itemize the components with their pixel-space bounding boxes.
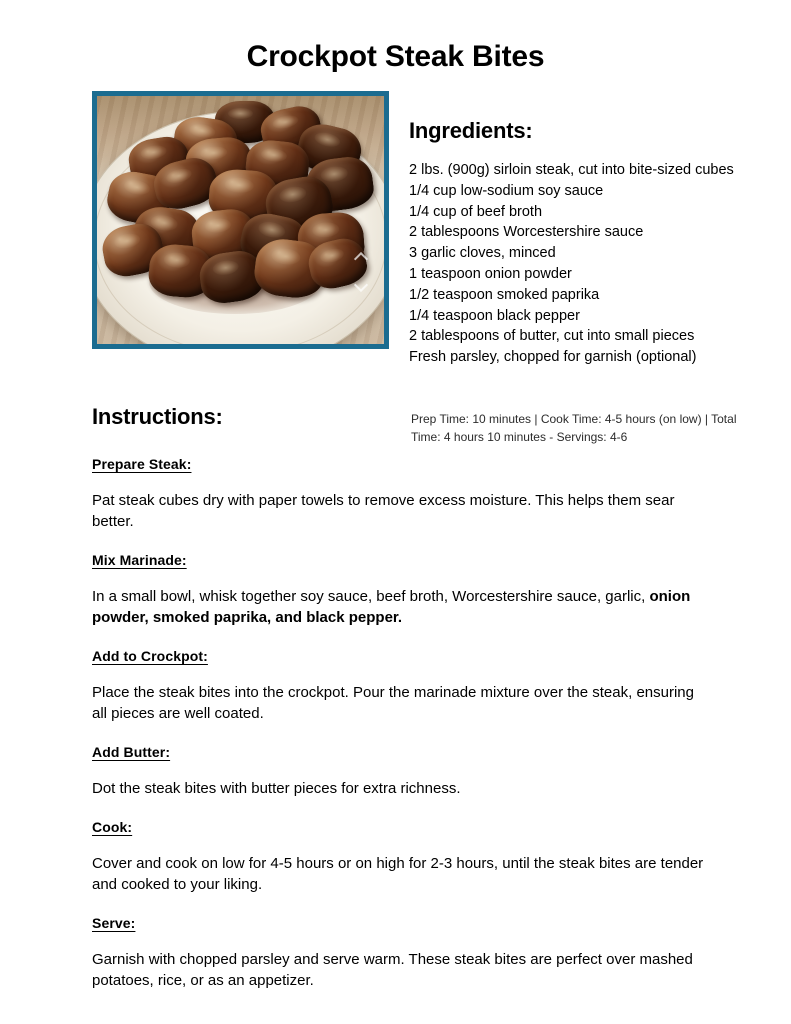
step-title: Mix Marinade: [92, 552, 187, 568]
step-body [92, 586, 704, 628]
list-item: 1/2 teaspoon smoked paprika [409, 286, 600, 303]
step-add-to-crockpot [92, 648, 704, 724]
recipe-photo [92, 91, 389, 349]
list-item: 3 garlic cloves, minced [409, 245, 556, 262]
step-add-butter [92, 744, 704, 799]
page-title: Crockpot Steak Bites [246, 40, 545, 73]
step-title: Add Butter: [92, 744, 171, 760]
instructions-heading: Instructions: [92, 404, 223, 429]
step-body-text: In a small bowl, whisk together soy sauce, beef broth, Worcestershire sauce, garlic, [92, 588, 646, 605]
step-body [92, 682, 704, 724]
step-prepare-steak [92, 456, 704, 532]
step-body-text: Pat steak cubes dry with paper towels to remove excess moisture. This helps them sear better. [92, 492, 675, 530]
ingredients-heading: Ingredients: [409, 118, 533, 143]
step-title: Serve: [92, 915, 136, 931]
list-item: 1 teaspoon onion powder [409, 265, 572, 282]
list-item: 2 tablespoons Worcestershire sauce [409, 224, 644, 241]
step-body [92, 490, 704, 532]
list-item: 1/4 cup of beef broth [409, 203, 543, 220]
step-cook [92, 819, 704, 895]
list-item: Fresh parsley, chopped for garnish (optional) [409, 349, 697, 366]
chevron-down-icon [355, 278, 368, 291]
step-body-text: Dot the steak bites with butter pieces for extra richness. [92, 780, 461, 797]
ingredients-list [409, 160, 739, 368]
recipe-photo-image [97, 96, 384, 344]
chevron-up-icon [355, 250, 368, 263]
step-title: Add to Crockpot: [92, 648, 208, 664]
step-title: Prepare Steak: [92, 456, 192, 472]
recipe-meta: Prep Time: 10 minutes | Cook Time: 4-5 hours (on low) | Total Time: 4 hours 10 minutes - Servings: 4-6 [411, 412, 737, 444]
steak-bites-pile [97, 96, 384, 344]
step-mix-marinade [92, 552, 704, 628]
ingredients-section [409, 118, 739, 368]
step-serve [92, 915, 704, 991]
step-body [92, 853, 704, 895]
list-item: 1/4 cup low-sodium soy sauce [409, 182, 604, 199]
step-body-emphasis: onion powder, smoked paprika, and black pepper. [92, 588, 691, 626]
list-item: 2 tablespoons of butter, cut into small pieces [409, 328, 695, 345]
step-body-text: Cover and cook on low for 4-5 hours or on high for 2-3 hours, until the steak bites are tender and cooked to your liking. [92, 855, 704, 893]
list-item: 1/4 teaspoon black pepper [409, 307, 580, 324]
step-body [92, 778, 704, 799]
step-body-text: Place the steak bites into the crockpot. Pour the marinade mixture over the steak, ensuring all pieces are well coated. [92, 684, 694, 722]
list-item: 2 lbs. (900g) sirloin steak, cut into bite-sized cubes [409, 162, 734, 178]
instructions-steps [92, 456, 704, 1011]
step-body [92, 949, 704, 991]
step-body-text: Garnish with chopped parsley and serve warm. These steak bites are perfect over mashed potatoes, rice, or as an appetizer. [92, 951, 693, 989]
step-title: Cook: [92, 819, 133, 835]
